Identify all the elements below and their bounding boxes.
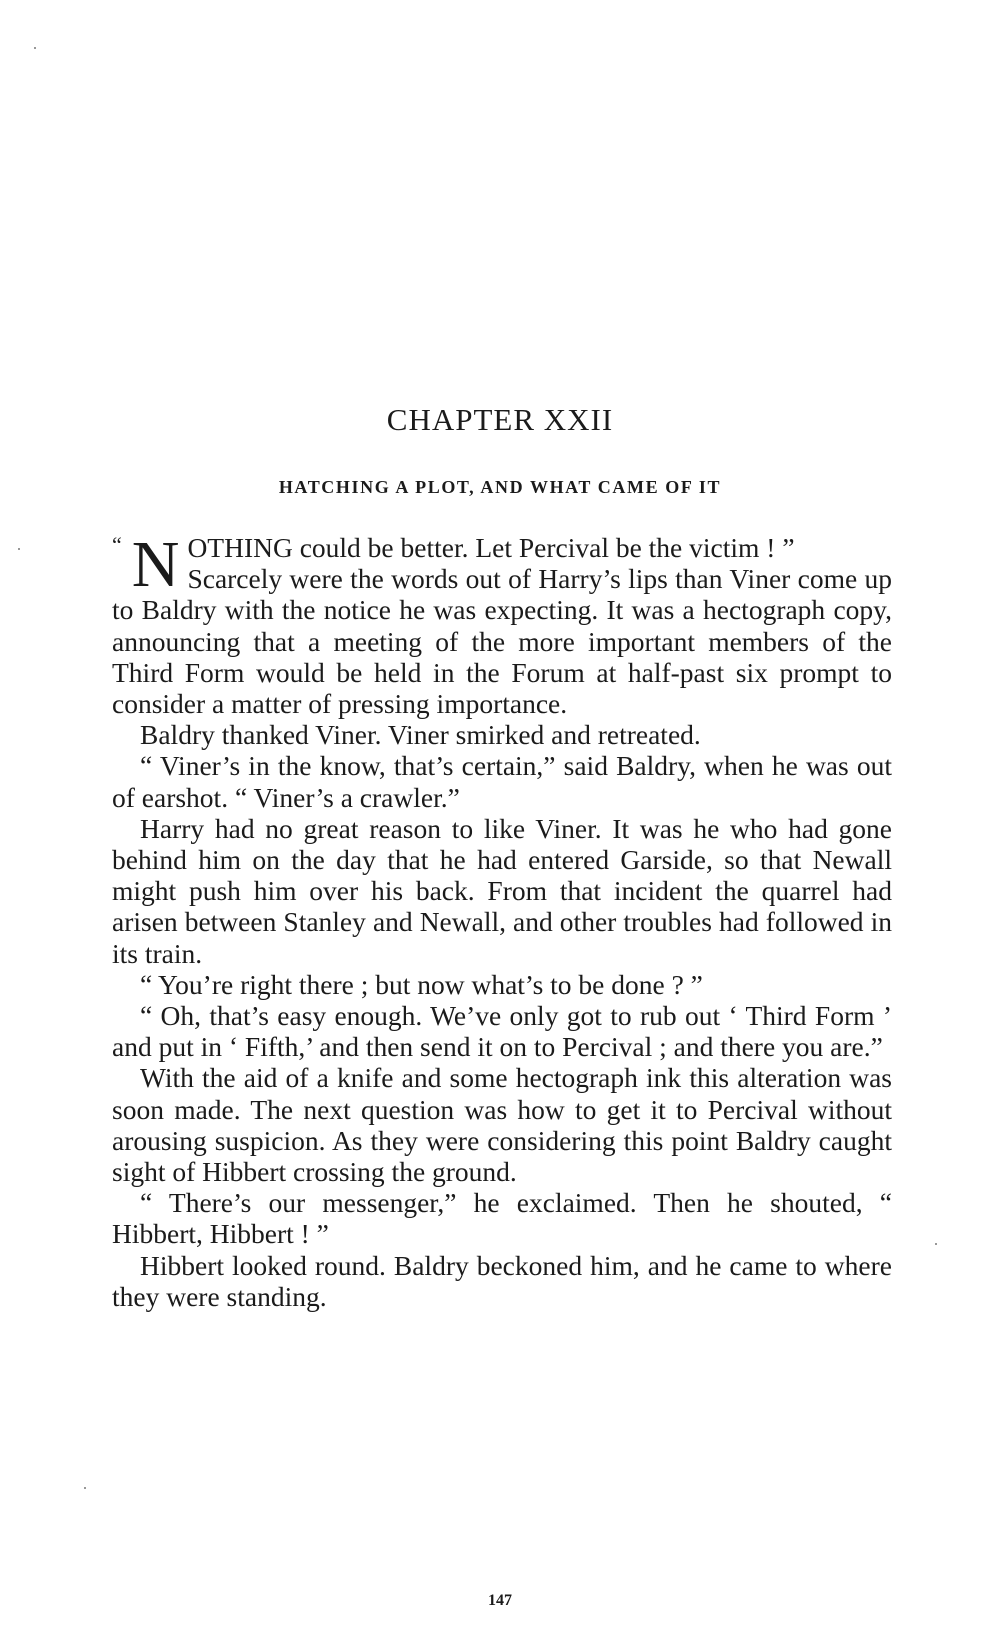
paragraph-5: Harry had no great reason to like Viner. It was he who had gone behind him on the day that he had entered Garside, so that Newall might push him over his back. From that incident the quarrel had arisen between Stanley and Newall, and other troubles had followed in its train.: [112, 812, 892, 969]
paragraph-10: Hibbert looked round. Baldry beckoned him, and he came to where they were standing.: [112, 1249, 892, 1312]
chapter-subtitle: HATCHING A PLOT, AND WHAT CAME OF IT: [278, 477, 722, 497]
paragraph-2: Scarcely were the words out of Harry’s lips than Viner come up to Baldry with the notice he was expecting. It was a hectograph copy, announcing that a meeting of the more important members of the Third Form would be held in the Forum at half-past six prompt to consider a matter of pressing importance.: [112, 563, 892, 720]
paragraph-6: “ You’re right there ; but now what’s to be done ? ”: [140, 968, 703, 1000]
paragraph-3: Baldry thanked Viner. Viner smirked and retreated.: [140, 719, 701, 751]
paragraph-1: [112, 528, 892, 601]
scan-speck: [18, 548, 20, 550]
paragraph-7: “ Oh, that’s easy enough. We’ve only got to rub out ‘ Third Form ’ and put in ‘ Fifth,’ and then send it on to Percival ; and there you are.”: [112, 1000, 892, 1063]
paragraph-4: “ Viner’s in the know, that’s certain,” said Baldry, when he was out of earshot. “ Viner’s a crawler.”: [112, 750, 892, 813]
scan-speck: [34, 47, 36, 49]
page-number: 147: [488, 1592, 512, 1609]
paragraph-8: With the aid of a knife and some hectograph ink this alteration was soon made. The next question was how to get it to Percival without arousing suspicion. As they were considering this point Baldry caught sight of Hibbert crossing the ground.: [112, 1062, 892, 1188]
drop-cap: N: [131, 528, 180, 601]
scan-speck: [935, 1243, 937, 1245]
paragraph-1-text: OTHING could be better. Let Percival be the victim ! ”: [187, 532, 795, 563]
paragraph-9: “ There’s our messenger,” he exclaimed. Then he shouted, “ Hibbert, Hibbert ! ”: [112, 1187, 892, 1250]
opening-quote-mark: “: [112, 532, 122, 557]
scan-speck: [84, 1487, 86, 1489]
chapter-title: CHAPTER XXII: [386, 402, 614, 437]
chapter-body: [112, 528, 892, 1312]
